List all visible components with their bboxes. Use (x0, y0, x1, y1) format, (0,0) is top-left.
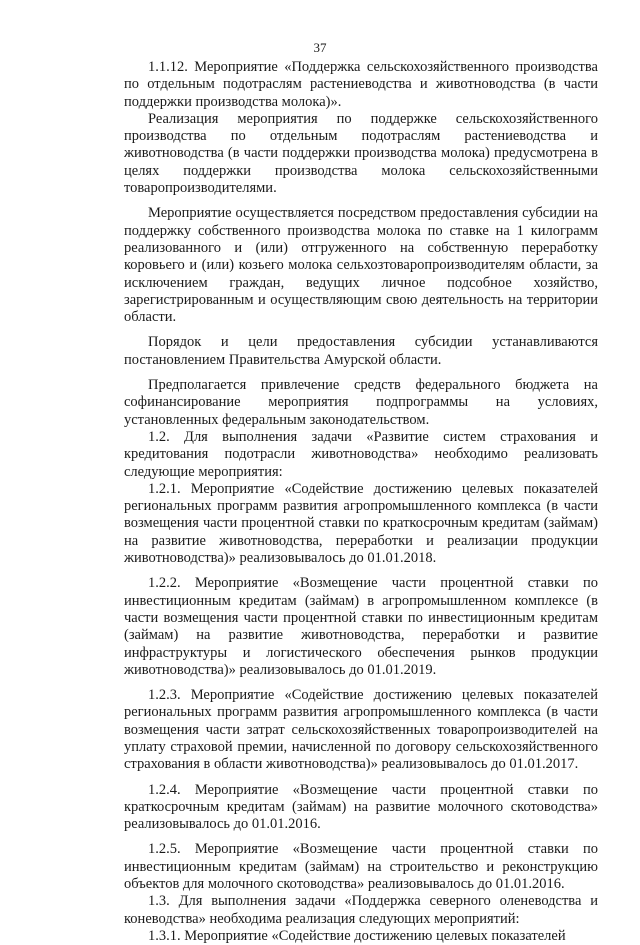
paragraph-1-2-3: 1.2.3. Мероприятие «Содействие достижению целевых показателей региональных программ развития агропромышленного комплекса (в части возмещения части затрат сельскохозяйственных товаропроизводителей на уплату страховой премии, начисленной по договору сельскохозяйственного страхования в области животноводства)» реализовывалось до 01.01.2017. (124, 687, 598, 773)
paragraph-1-2-2: 1.2.2. Мероприятие «Возмещение части процентной ставки по инвестиционным кредитам (займам) в агропромышленном комплексе (в части возмещения части процентной ставки по инвестиционным кредитам (займам) на развитие животноводства, переработки и развитие инфраструктуры и логистического обеспечения рынков продукции животноводства)» реализовывалось до 01.01.2019. (124, 575, 598, 678)
paragraph-federal-funding: Предполагается привлечение средств федерального бюджета на софинансирование мероприятия подпрограммы на условиях, установленных федеральным законодательством. (124, 377, 598, 428)
paragraph-1-2-5: 1.2.5. Мероприятие «Возмещение части процентной ставки по инвестиционным кредитам (займам) на строительство и реконструкцию объектов для молочного скотоводства» реализовывалось до 01.01.2016. (124, 841, 598, 893)
paragraph-1-2-1: 1.2.1. Мероприятие «Содействие достижению целевых показателей региональных программ развития агропромышленного комплекса (в части возмещения части процентной ставки по краткосрочным кредитам (займам) на развитие животноводства, переработки и реализации продукции животноводства)» реализовывалось до 01.01.2018. (124, 480, 598, 567)
paragraph-1-3-task: 1.3. Для выполнения задачи «Поддержка северного оленеводства и коневодства» необходима реализация следующих мероприятий: (124, 893, 598, 927)
page-number: 37 (313, 40, 327, 55)
paragraph-1-3-1: 1.3.1. Мероприятие «Содействие достижению целевых показателей (148, 927, 566, 944)
paragraph-subsidy-mechanism: Мероприятие осуществляется посредством предоставления субсидии на поддержку собственного производства молока по ставке на 1 килограмм реализованного и (или) отгруженного на собственную переработку коровьего и (или) козьего молока сельхозтоваропроизводителям области, за исключением граждан, ведущих личное подсобное хозяйство, зарегистрированным и осуществляющим свою деятельность на территории области. (124, 205, 598, 326)
paragraph-implementation: Реализация мероприятия по поддержке сельскохозяйственного производства по отдельным подотраслям растениеводства и животноводства (в части поддержки производства молока) предусмотрена в целях поддержки производства молока сельскохозяйственными товаропроизводителями. (124, 110, 598, 197)
paragraph-1-1-12-heading: 1.1.12. Мероприятие «Поддержка сельскохозяйственного производства по отдельным подотраслям растениеводства и животноводства (в части поддержки производства молока)». (124, 59, 598, 110)
document-body (124, 59, 598, 945)
paragraph-1-2-4: 1.2.4. Мероприятие «Возмещение части процентной ставки по краткосрочным кредитам (займам) на развитие молочного скотоводства» реализовывалось до 01.01.2016. (124, 781, 598, 833)
paragraph-1-2-task: 1.2. Для выполнения задачи «Развитие систем страхования и кредитования подотрасли животноводства» необходимо реализовать следующие мероприятия: (124, 428, 598, 480)
paragraph-procedure: Порядок и цели предоставления субсидии устанавливаются постановлением Правительства Амурской области. (124, 334, 598, 368)
